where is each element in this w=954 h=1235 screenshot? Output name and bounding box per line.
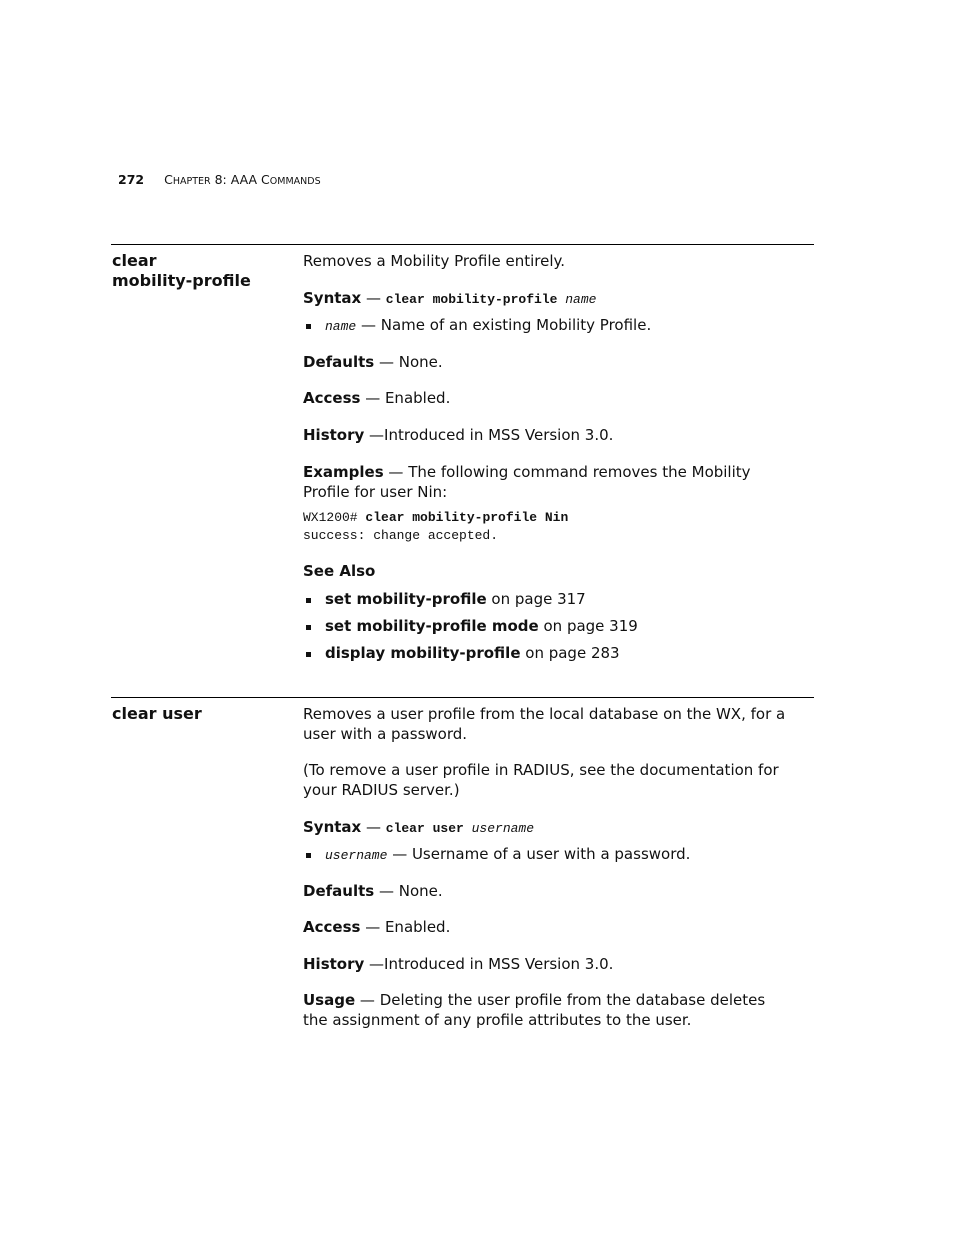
see-also-link[interactable]: set mobility-profile mode on page 319 (303, 616, 818, 636)
code-example: WX1200# clear mobility-profile Nin success: change accepted. (303, 510, 569, 543)
access-line: Access — Enabled. (303, 389, 451, 407)
parameter-item: username — Username of a user with a password. (303, 844, 818, 866)
parameter-item: name — Name of an existing Mobility Profile. (303, 315, 818, 337)
defaults-line: Defaults — None. (303, 882, 443, 900)
examples-paragraph: Examples — The following command removes the Mobility Profile for user Nin: (303, 463, 751, 501)
command-title: clear mobility-profile (112, 251, 251, 290)
usage-paragraph: Usage — Deleting the user profile from the database deletes the assignment of any profile attributes to the user. (303, 991, 766, 1029)
section-divider (111, 697, 814, 698)
page-number: 272 (118, 172, 145, 187)
history-line: History —Introduced in MSS Version 3.0. (303, 955, 614, 973)
section-divider (111, 244, 814, 245)
see-also-heading: See Also (303, 562, 376, 580)
access-line: Access — Enabled. (303, 918, 451, 936)
see-also-link[interactable]: display mobility-profile on page 283 (303, 643, 818, 663)
note-paragraph: (To remove a user profile in RADIUS, see the documentation for your RADIUS server.) (303, 761, 779, 799)
description: Removes a user profile from the local database on the WX, for a user with a password. (303, 705, 786, 743)
syntax-line: Syntax — clear user username (303, 818, 535, 836)
see-also-link[interactable]: set mobility-profile on page 317 (303, 589, 818, 609)
defaults-line: Defaults — None. (303, 353, 443, 371)
history-line: History —Introduced in MSS Version 3.0. (303, 426, 614, 444)
description: Removes a Mobility Profile entirely. (303, 252, 566, 270)
chapter-title: CHAPTER 8: AAA COMMANDS (164, 172, 321, 187)
running-header (118, 172, 321, 187)
command-title: clear user (112, 704, 202, 723)
syntax-line: Syntax — clear mobility-profile name (303, 289, 597, 307)
